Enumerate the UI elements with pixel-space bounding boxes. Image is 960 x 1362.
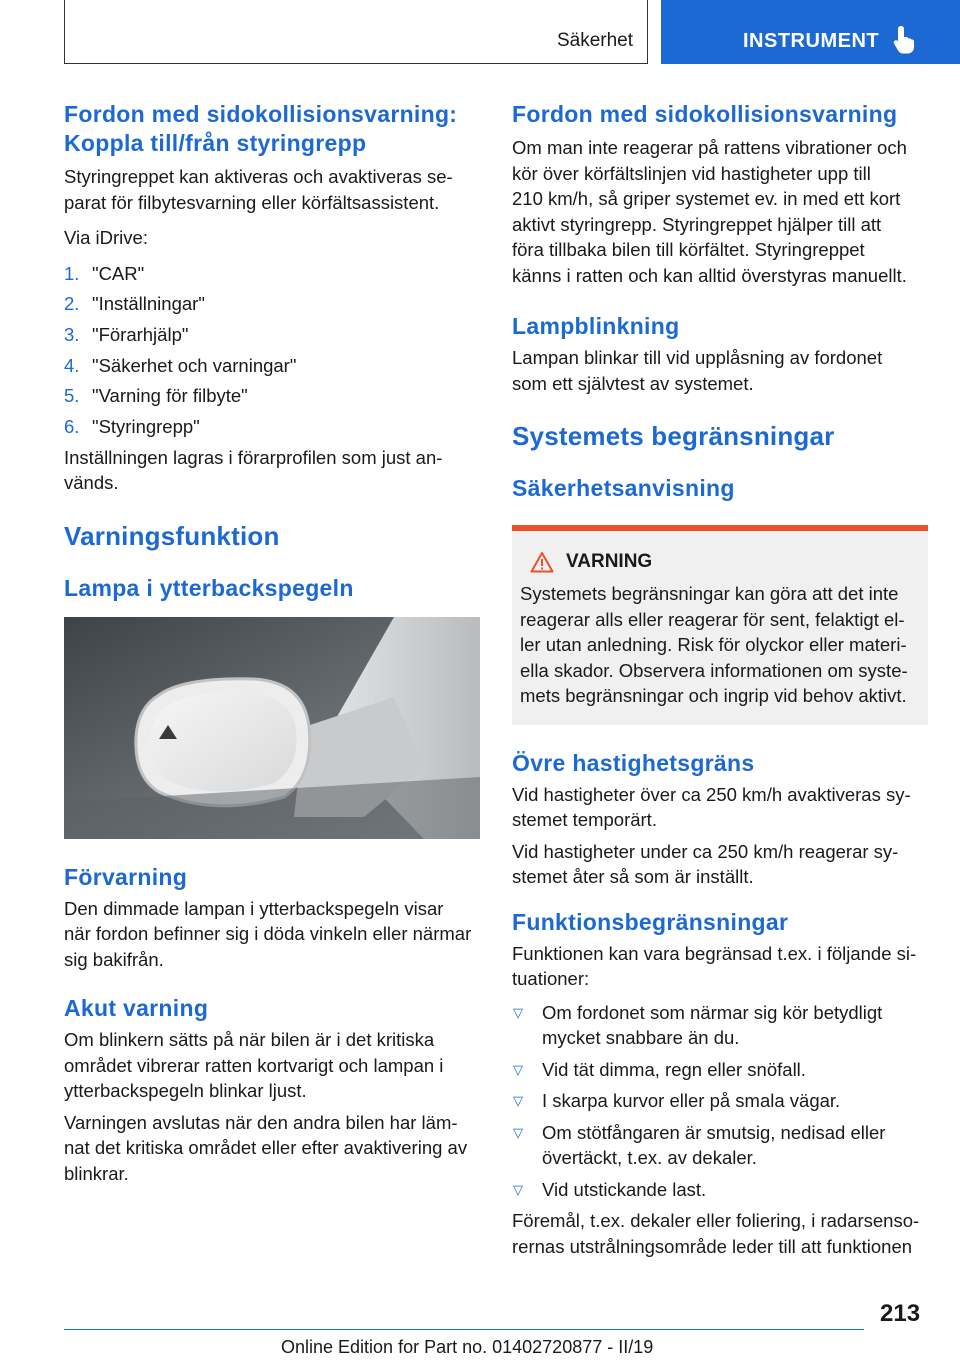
footer-divider [64, 1329, 864, 1330]
text-line: nat det kritiska området eller efter avaktivering av [64, 1137, 468, 1159]
paragraph [512, 782, 928, 833]
text-line: Inställningen lagras i förarprofilen som just an- [64, 446, 443, 468]
text-line: mets begränsningar och ingrip vid behov aktivt. [520, 685, 907, 706]
text-line: Systemets begränsningar kan göra att det inte [520, 583, 899, 604]
warning-label: VARNING [566, 551, 653, 572]
step-number: 3. [64, 323, 80, 345]
text-line: stemet åter så som är inställt. [512, 866, 754, 887]
edition-text: Online Edition for Part no. 01402720877 - II/19 [281, 1337, 654, 1357]
list-item [512, 1000, 928, 1051]
paragraph [512, 135, 928, 288]
heading-lamp-blink: Lampblinkning [512, 313, 680, 339]
paragraph [512, 941, 928, 992]
text-line: 210 km/h, så griper systemet ev. in med ett kort [512, 188, 901, 209]
paragraph [64, 1110, 480, 1187]
paragraph [64, 896, 480, 973]
text-line: Föremål, t.ex. dekaler eller foliering, i radarsenso- [512, 1210, 920, 1231]
step-text: "Styringrepp" [92, 415, 200, 437]
bullet-triangle-icon: ▽ [513, 1124, 523, 1140]
heading-safety-note: Säkerhetsanvisning [512, 475, 735, 501]
chapter-title: INSTRUMENT [743, 30, 880, 52]
text-line: Vid hastigheter över ca 250 km/h avaktiveras sy- [512, 783, 911, 805]
paragraph [64, 164, 480, 215]
text-line: Om stötfångaren är smutsig, nedisad eller [542, 1121, 886, 1143]
text-line: Funktionen kan vara begränsad t.ex. i följande si- [512, 942, 917, 964]
heading-line: Fordon med sidokollisionsvarning: [64, 101, 458, 127]
text-line: reagerar alls eller reagerar för sent, felaktigt el- [520, 608, 905, 630]
text-line: Varningen avslutas när den andra bilen har läm- [64, 1111, 458, 1133]
text-line: vänds. [64, 472, 119, 494]
bullet-triangle-icon: ▽ [513, 1004, 523, 1020]
pointing-hand-icon [893, 26, 915, 54]
text-line: blinkrar. [64, 1162, 129, 1184]
bullet-triangle-icon: ▽ [513, 1093, 523, 1108]
heading-mirror-lamp: Lampa i ytterbackspegeln [64, 574, 354, 601]
list-item-text: Vid tät dimma, regn eller snöfall. [542, 1058, 806, 1080]
heading-system-limits: Systemets begränsningar [512, 421, 835, 451]
step-number: 6. [64, 415, 80, 437]
section-title: Säkerhet [556, 30, 633, 51]
paragraph [64, 1027, 480, 1104]
step-number: 2. [64, 293, 80, 315]
list-item [64, 261, 480, 287]
header-section-box [64, 0, 648, 64]
text-line: föra tillbaka bilen till körfältet. Styringreppet [512, 239, 865, 260]
list-item [64, 322, 480, 348]
heading-function-limits: Funktionsbegränsningar [512, 908, 789, 935]
step-number: 4. [64, 354, 80, 376]
list-item [64, 353, 480, 379]
text-line: känns i ratten och kan alltid överstyras manuellt. [512, 264, 907, 286]
heading-pre-warning: Förvarning [64, 863, 188, 890]
text-line: ler utan anledning. Risk för olyckor eller materi- [520, 634, 907, 655]
step-number: 1. [64, 262, 80, 284]
text-line: som ett självtest av systemet. [512, 372, 754, 394]
paragraph [512, 1208, 928, 1259]
list-item [512, 1120, 928, 1171]
list-item-text [542, 1000, 882, 1051]
chapter-tab[interactable] [661, 0, 960, 64]
paragraph [64, 445, 480, 496]
heading-side-collision: Fordon med sidokollisionsvarning [512, 101, 898, 127]
list-item [64, 291, 480, 317]
text-line: aktivt styringrepp. Styringreppet hjälper till att [512, 213, 882, 235]
list-item [64, 414, 480, 440]
heading-warning-function: Varningsfunktion [64, 520, 280, 551]
footer-edition [281, 1337, 653, 1358]
heading-side-collision-steering [64, 100, 480, 158]
heading-acute-warning: Akut varning [64, 995, 209, 1022]
step-text: "Förarhjälp" [92, 323, 189, 345]
warning-header [530, 551, 920, 573]
bullet-triangle-icon: ▽ [513, 1181, 523, 1197]
step-number: 5. [64, 385, 80, 407]
list-item [64, 383, 480, 409]
text-line: tuationer: [512, 968, 590, 989]
text-line: Den dimmade lampan i ytterbackspegeln visar [64, 897, 444, 919]
text-line: stemet temporärt. [512, 809, 657, 830]
text-line: Om man inte reagerar på rattens vibrationer och [512, 137, 907, 158]
text-line: ytterbackspegeln blinkar ljust. [64, 1080, 307, 1102]
text-line: ella skador. Observera informationen om syste- [520, 659, 908, 681]
step-text: "CAR" [92, 262, 145, 284]
page-number: 213 [880, 1300, 921, 1327]
text-line: parat för filbytesvarning eller körfältsassistent. [64, 191, 440, 213]
step-text: "Säkerhet och varningar" [92, 354, 297, 376]
warning-text [520, 581, 920, 709]
mirror-image [64, 617, 480, 839]
mirror-illustration [64, 617, 480, 839]
left-column [64, 100, 480, 1186]
text-line: Lampan blinkar till vid upplåsning av fordonet [512, 347, 883, 368]
text-line: Styringreppet kan aktiveras och avaktiveras se- [64, 166, 453, 187]
text-line: kör över körfältslinjen vid hastigheter upp till [512, 162, 871, 184]
text-line: området vibrerar ratten kortvarigt och lampan i [64, 1054, 444, 1076]
limitations-list [512, 1000, 928, 1203]
text-line: när fordon befinner sig i döda vinkeln eller närmar [64, 923, 472, 945]
right-column [512, 100, 928, 1259]
step-text: "Varning för filbyte" [92, 385, 248, 407]
text-line: rernas utstrålningsområde leder till att funktionen [512, 1235, 913, 1257]
text-line: Om fordonet som närmar sig kör betydligt [542, 1001, 883, 1023]
list-item-text: Vid utstickande last. [542, 1178, 707, 1200]
steps-list [64, 261, 480, 440]
list-item [512, 1088, 928, 1114]
list-item [512, 1057, 928, 1083]
list-item [512, 1177, 928, 1203]
step-text: "Inställningar" [92, 293, 205, 315]
list-item-text: I skarpa kurvor eller på smala vägar. [542, 1090, 841, 1111]
paragraph [512, 345, 928, 396]
via-idrive: Via iDrive: [64, 227, 148, 248]
text-line: Vid hastigheter under ca 250 km/h reagerar sy- [512, 840, 899, 862]
heading-line: Koppla till/från styringrepp [64, 130, 367, 156]
warning-box [512, 525, 928, 725]
heading-upper-speed-limit: Övre hastighetsgräns [512, 749, 755, 776]
paragraph [512, 839, 928, 890]
list-item-text [542, 1120, 885, 1171]
text-line: övertäckt, t.ex. av dekaler. [542, 1147, 757, 1168]
warning-triangle-icon [530, 551, 554, 573]
text-line: Om blinkern sätts på när bilen är i det kritiska [64, 1029, 435, 1051]
text-line: sig bakifrån. [64, 948, 164, 970]
bullet-triangle-icon: ▽ [513, 1061, 523, 1077]
text-line: mycket snabbare än du. [542, 1027, 740, 1048]
